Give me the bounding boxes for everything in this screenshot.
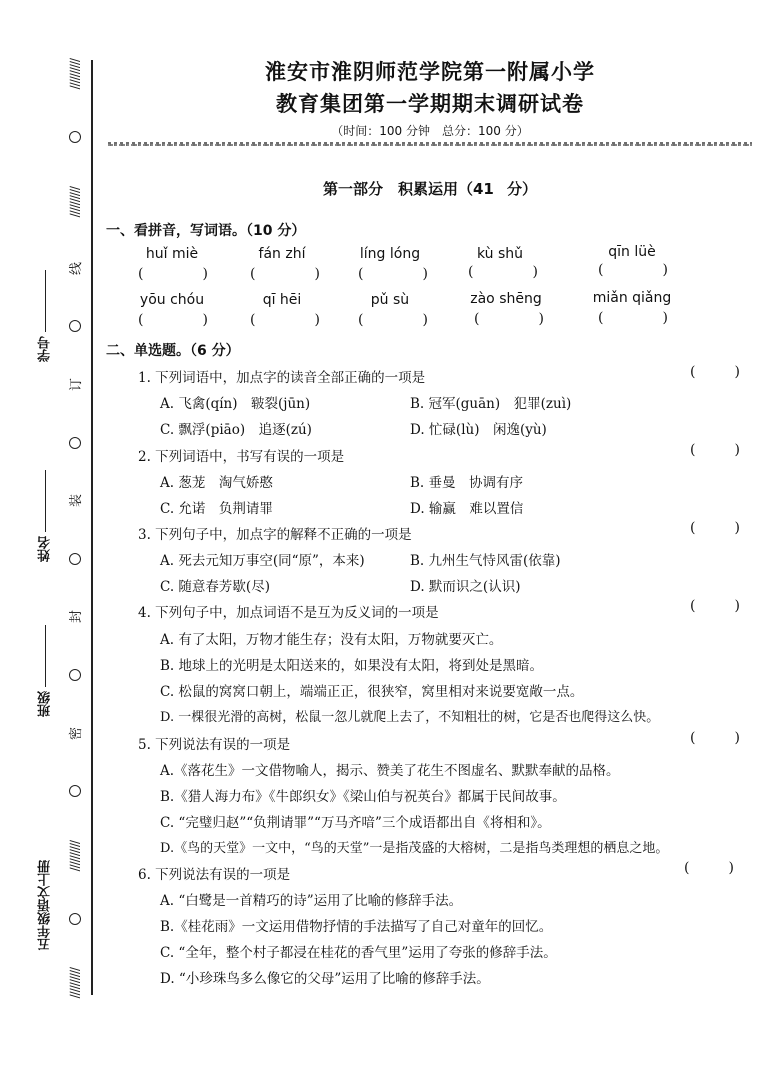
- question-2-option-b[interactable]: B. 垂曼 协调有序: [410, 475, 524, 491]
- class-field: 班级: [36, 625, 55, 717]
- question-4-option-a[interactable]: A. 有了太阳，万物才能生存；没有太阳，万物就要灭亡。: [160, 632, 503, 648]
- question-5-option-d[interactable]: D.《鸟的天堂》一文中，“鸟的天堂”一是指茂盛的大榕树，二是指鸟类理想的栖息之地。: [160, 841, 669, 856]
- question-5-option-b[interactable]: B.《猎人海力布》《牛郎织女》《梁山伯与祝英台》都属于民间故事。: [160, 789, 566, 805]
- pinyin-item: fán zhí: [258, 246, 306, 262]
- question-1-option-c[interactable]: C. 飘浮(piāo) 追逐(zú): [160, 422, 312, 438]
- binding-circle: [69, 553, 81, 565]
- exam-time-info: （时间：100 分钟 总分：100 分）: [331, 124, 529, 138]
- binding-circle: [69, 131, 81, 143]
- binding-circle: [69, 785, 81, 797]
- part-title: 第一部分 积累运用（41 分）: [322, 180, 538, 198]
- question-5-answer[interactable]: ( ): [690, 730, 740, 746]
- answer-blank[interactable]: ( ): [138, 266, 208, 282]
- answer-blank[interactable]: ( ): [250, 312, 320, 328]
- question-4-option-b[interactable]: B. 地球上的光明是太阳送来的，如果没有太阳，将到处是黑暗。: [160, 658, 544, 674]
- answer-blank[interactable]: ( ): [468, 264, 538, 280]
- pinyin-item: huǐ miè: [145, 246, 199, 262]
- section2-title: 二、单选题。（6 分）: [106, 343, 240, 359]
- question-4-stem: 4. 下列句子中，加点词语不是互为反义词的一项是: [138, 605, 439, 621]
- question-6-answer[interactable]: ( ): [684, 860, 734, 876]
- binding-rail: [62, 58, 88, 998]
- header-divider: [108, 142, 752, 146]
- question-1-option-a[interactable]: A. 飞禽(qín) 皲裂(jūn): [160, 396, 311, 412]
- question-4-option-c[interactable]: C. 松鼠的窝窝口朝上，端端正正，很狭窄，窝里相对来说要宽敞一点。: [160, 684, 584, 700]
- student-id-field: 学号: [36, 270, 55, 362]
- question-2-option-d[interactable]: D. 输赢 难以置信: [410, 501, 524, 517]
- question-1-option-b[interactable]: B. 冠军(guān) 犯罪(zuì): [410, 396, 572, 412]
- question-1-option-d[interactable]: D. 忙碌(lù) 闲逸(yù): [410, 422, 547, 438]
- binding-char: 订: [69, 377, 85, 391]
- pinyin-item: zào shēng: [470, 291, 542, 307]
- binding-circle: [69, 437, 81, 449]
- answer-blank[interactable]: ( ): [598, 262, 668, 278]
- question-5-option-a[interactable]: A.《落花生》一文借物喻人，揭示、赞美了花生不图虚名、默默奉献的品格。: [160, 763, 620, 779]
- grade-subject-label: 五年级语文上册: [38, 860, 53, 951]
- binding-char: 密: [69, 726, 85, 740]
- question-2-option-a[interactable]: A. 葱茏 淘气娇憨: [160, 475, 273, 491]
- question-2-stem: 2. 下列词语中，书写有误的一项是: [138, 449, 345, 465]
- question-6-option-d[interactable]: D. “小珍珠鸟多么像它的父母”运用了比喻的修辞手法。: [160, 971, 490, 987]
- pinyin-item: kù shǔ: [476, 246, 524, 262]
- question-3-option-b[interactable]: B. 九州生气恃风雷(依靠): [410, 553, 561, 569]
- binding-slashes: //////////: [68, 839, 82, 871]
- answer-blank[interactable]: ( ): [358, 266, 428, 282]
- question-3-option-d[interactable]: D. 默而识之(认识): [410, 579, 521, 595]
- binding-circle: [69, 320, 81, 332]
- pinyin-item: pǔ sù: [370, 292, 410, 308]
- answer-blank[interactable]: ( ): [598, 310, 668, 326]
- exam-title-line2: 教育集团第一学期期末调研试卷: [276, 92, 584, 116]
- answer-blank[interactable]: ( ): [138, 312, 208, 328]
- answer-blank[interactable]: ( ): [250, 266, 320, 282]
- exam-title-line1: 淮安市淮阴师范学院第一附属小学: [265, 60, 595, 84]
- question-3-stem: 3. 下列句子中，加点字的解释不正确的一项是: [138, 527, 412, 543]
- question-5-stem: 5. 下列说法有误的一项是: [138, 737, 291, 753]
- binding-circle: [69, 913, 81, 925]
- binding-char: 线: [69, 261, 85, 275]
- name-field: 姓名: [36, 470, 55, 562]
- question-1-answer[interactable]: ( ): [690, 364, 740, 380]
- question-3-answer[interactable]: ( ): [690, 520, 740, 536]
- question-6-option-c[interactable]: C. “全年，整个村子都浸在桂花的香气里”运用了夸张的修辞手法。: [160, 945, 557, 961]
- question-6-stem: 6. 下列说法有误的一项是: [138, 867, 291, 883]
- question-5-option-c[interactable]: C. “完璧归赵”“负荆请罪”“万马齐喑”三个成语都出自《将相和》。: [160, 815, 551, 831]
- question-4-option-d[interactable]: D. 一棵很光滑的高树，松鼠一忽儿就爬上去了，不知粗壮的树，它是否也爬得这么快。: [160, 710, 660, 725]
- question-1-stem: 1. 下列词语中，加点字的读音全部正确的一项是: [138, 370, 426, 386]
- answer-blank[interactable]: ( ): [358, 312, 428, 328]
- pinyin-item: qīn lüè: [608, 244, 656, 260]
- question-2-option-c[interactable]: C. 允诺 负荆请罪: [160, 501, 273, 517]
- pinyin-item: miǎn qiǎng: [592, 290, 672, 306]
- binding-slashes-bottom: //////////: [68, 967, 82, 998]
- binding-circle: [69, 669, 81, 681]
- question-3-option-a[interactable]: A. 死去元知万事空(同“原”，本来): [160, 553, 365, 569]
- question-6-option-b[interactable]: B.《桂花雨》一文运用借物抒情的手法描写了自己对童年的回忆。: [160, 919, 553, 935]
- pinyin-item: yōu chóu: [139, 292, 205, 308]
- binding-line: [91, 60, 93, 995]
- pinyin-item: líng lóng: [359, 246, 421, 262]
- binding-slashes: //////////: [68, 185, 82, 217]
- question-6-option-a[interactable]: A. “白鹭是一首精巧的诗”运用了比喻的修辞手法。: [160, 893, 463, 909]
- pinyin-item: qī hēi: [262, 292, 302, 308]
- section1-title: 一、看拼音，写词语。（10 分）: [106, 223, 306, 239]
- binding-char: 封: [69, 610, 85, 624]
- answer-blank[interactable]: ( ): [474, 311, 544, 327]
- question-4-answer[interactable]: ( ): [690, 598, 740, 614]
- binding-char: 装: [69, 494, 85, 508]
- question-2-answer[interactable]: ( ): [690, 442, 740, 458]
- question-3-option-c[interactable]: C. 随意春芳歇(尽): [160, 579, 270, 595]
- binding-slashes-top: //////////: [68, 58, 82, 89]
